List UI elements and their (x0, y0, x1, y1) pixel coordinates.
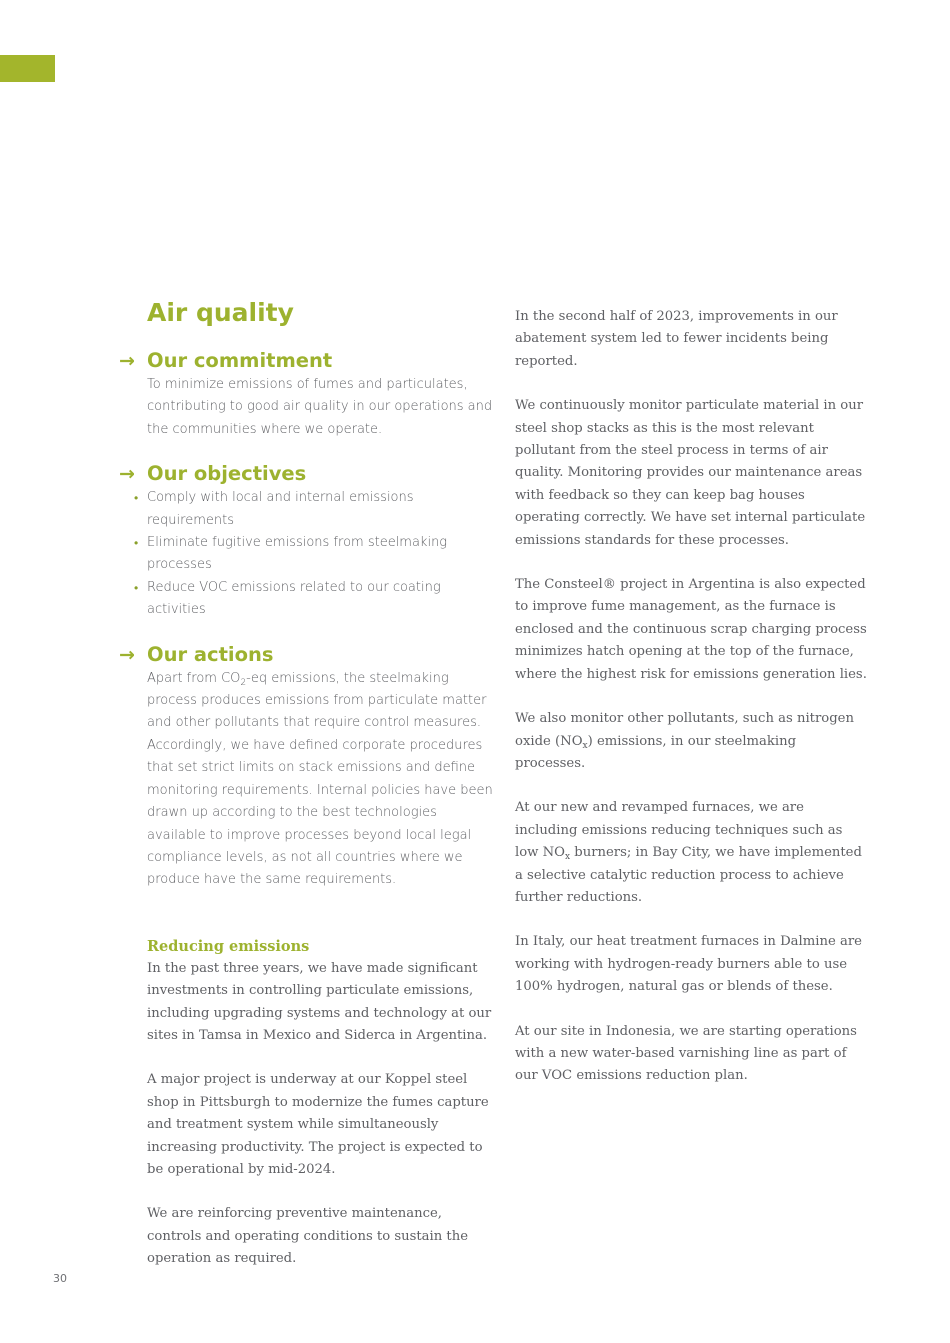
bullet-icon: • (134, 491, 139, 506)
page-number: 30 (53, 1272, 67, 1285)
reducing-emissions-heading: Reducing emissions (147, 937, 310, 955)
section-color-tab (0, 55, 55, 82)
right-paragraph-4: We also monitor other pollutants, such as nitrogen oxide $(NO_x)$ emissions, in our steelmaking processes. (515, 711, 854, 771)
right-paragraph-5: At our new and revamped furnaces, we are including emissions reducing techniques such as low $NO_x$ burners; in Bay City, we have implemented a selective catalytic reduction process to achieve further reductions. (515, 800, 862, 905)
right-paragraph-2: We continuously monitor particulate material in our steel shop stacks as this is the most relevant pollutant from the steel process in terms of air quality. Monitoring provides our maintenance areas with feedback so they can keep bag houses operating correctly. We have set internal particulate emissions standards for these processes. (515, 398, 866, 548)
list-item: • Comply with local and internal emissions requirements (147, 487, 497, 532)
right-paragraph-3: The Consteel® project in Argentina is also expected to improve fume management, as the furnace is enclosed and the continuous scrap charging process minimizes hatch opening at the top of the furnace, where the highest risk for emissions generation lies. (515, 577, 867, 682)
reducing-emissions-section (147, 936, 497, 1271)
commitment-text: To minimize emissions of fumes and particulates, contributing to good air quality in our operations and the communities where we operate. (147, 377, 493, 437)
right-column (515, 306, 867, 1088)
bullet-icon: • (134, 536, 139, 551)
objectives-section (119, 461, 497, 621)
left-column (119, 296, 497, 1271)
actions-text: Apart from $CO_2-eq$ emissions, the steelmaking process produces emissions from particulate matter and other pollutants that require control measures. Accordingly, we have defined corporate procedures that set strict limits on stack emissions and define monitoring requirements. Internal policies have been drawn up according to the best technologies available to improve processes beyond local legal compliance levels, as not all countries where we produce have the same requirements. (147, 670, 493, 888)
list-item: • Reduce VOC emissions related to our coating activities (147, 577, 497, 622)
right-paragraph-6: In Italy, our heat treatment furnaces in Dalmine are working with hydrogen-ready burners able to use 100% hydrogen, natural gas or blends of these. (515, 934, 862, 995)
reducing-paragraph-1: In the past three years, we have made significant investments in controlling particulate emissions, including upgrading systems and technology at our sites in Tamsa in Mexico and Siderca in Argentina. (147, 960, 492, 1043)
commitment-section (119, 348, 497, 441)
right-paragraph-1: In the second half of 2023, improvements in our abatement system led to fewer incidents being reported. (515, 309, 838, 369)
reducing-paragraph-3: We are reinforcing preventive maintenance, controls and operating conditions to sustain the operation as required. (147, 1206, 469, 1267)
reducing-paragraph-2: A major project is underway at our Koppel steel shop in Pittsburgh to modernize the fumes capture and treatment system while simultaneously increasing productivity. The project is expected to be operational by mid-2024. (147, 1072, 489, 1177)
arrow-right-icon: → (119, 350, 135, 372)
list-item: • Eliminate fugitive emissions from steelmaking processes (147, 532, 497, 577)
actions-heading: → Our actions (119, 642, 274, 666)
bullet-icon: • (134, 580, 139, 595)
objectives-heading: → Our objectives (119, 462, 307, 486)
arrow-right-icon: → (119, 463, 135, 486)
right-paragraph-7: At our site in Indonesia, we are starting operations with a new water-based varnishing line as part of our VOC emissions reduction plan. (515, 1023, 857, 1084)
actions-section (119, 642, 497, 892)
commitment-heading: → Our commitment (119, 349, 333, 372)
page-title: Air quality (147, 298, 294, 327)
arrow-right-icon: → (119, 643, 135, 666)
objectives-list (134, 487, 497, 621)
